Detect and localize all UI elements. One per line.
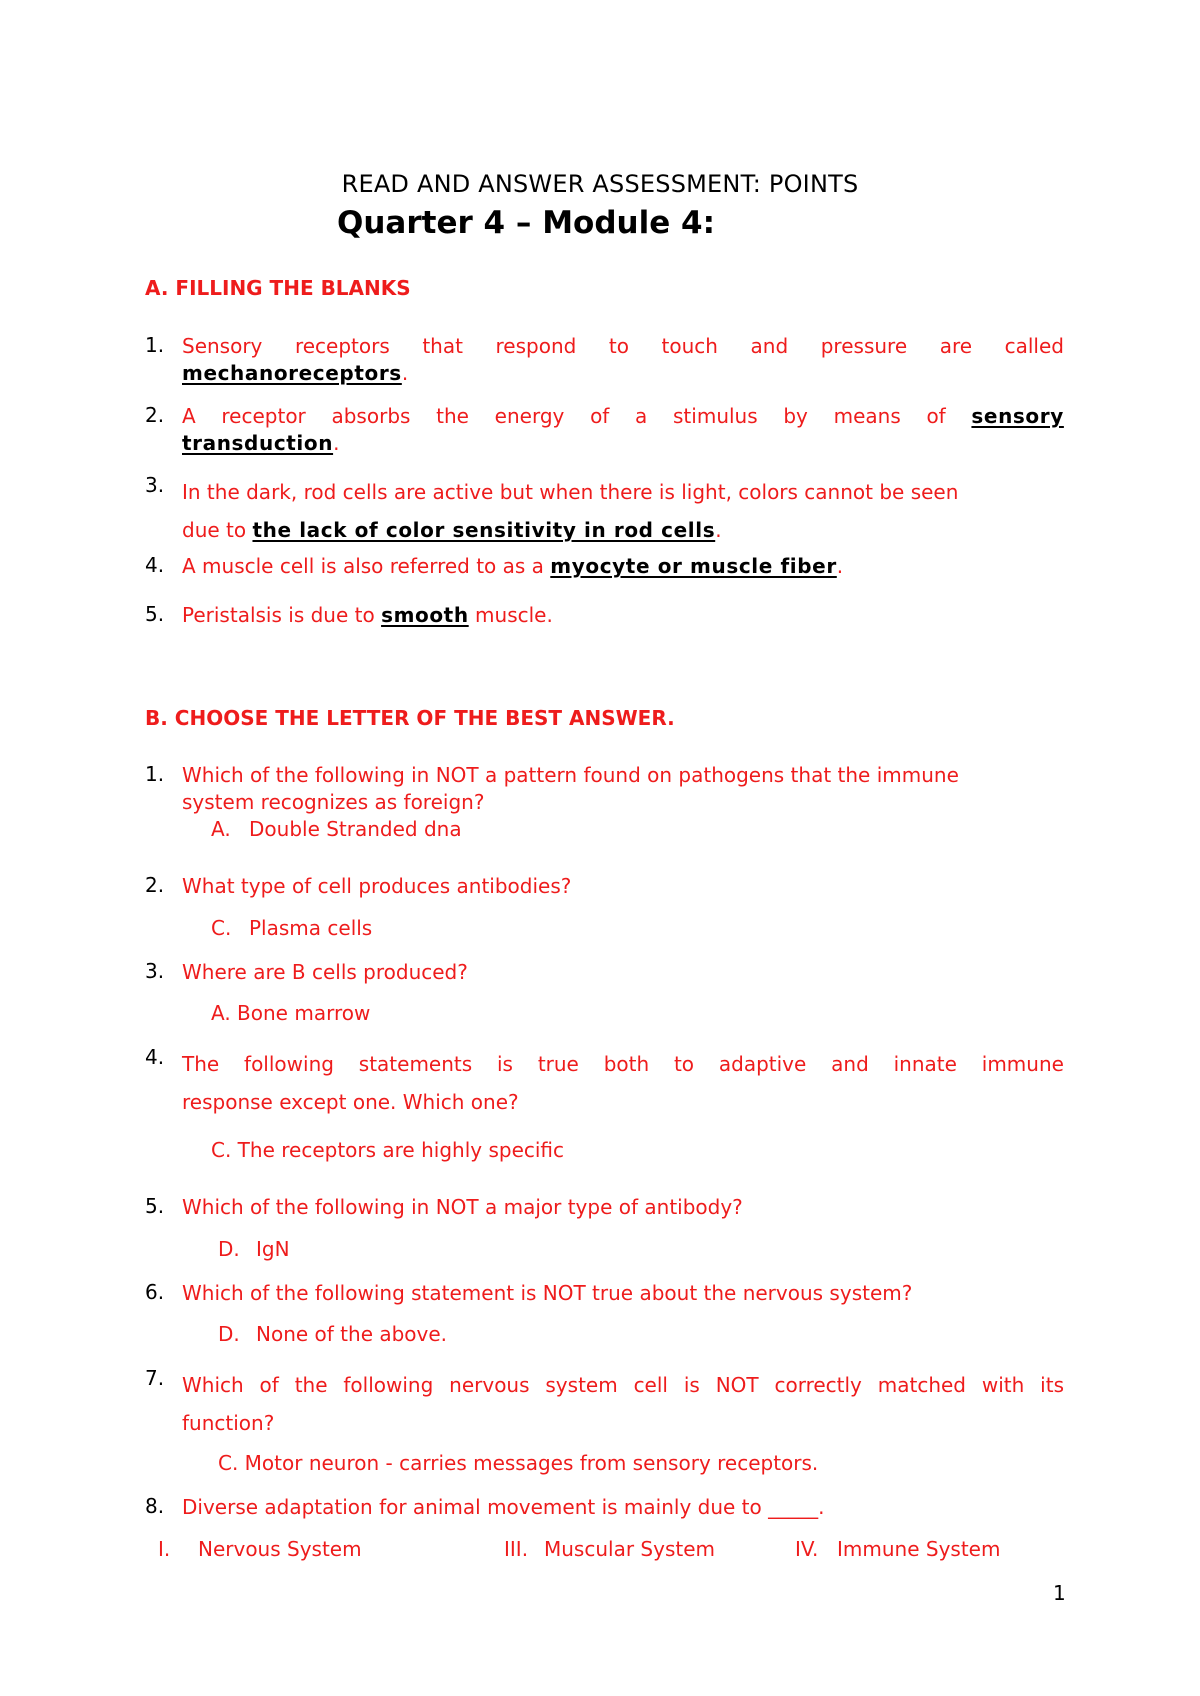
a2-line1-word: a xyxy=(635,404,648,428)
b7-line1-word: with xyxy=(981,1373,1025,1397)
a4-period: . xyxy=(836,554,844,578)
b4-line1-word: and xyxy=(831,1052,869,1076)
b7-line1-word: Which xyxy=(182,1373,244,1397)
b5-answer-text: IgN xyxy=(256,1237,290,1261)
a3-number: 3. xyxy=(145,473,165,497)
b7-line1-word: cell xyxy=(633,1373,668,1397)
a1-line1-word: and xyxy=(750,334,789,358)
b3-question: Where are B cells produced? xyxy=(182,960,468,984)
page-number: 1 xyxy=(1053,1581,1066,1605)
b1-line2: system recognizes as foreign? xyxy=(182,790,485,814)
b7-number: 7. xyxy=(145,1366,165,1390)
a2-answer-part2: transduction xyxy=(182,431,334,455)
b6-question: Which of the following statement is NOT true about the nervous system? xyxy=(182,1281,913,1305)
a5-after: muscle. xyxy=(468,603,553,627)
a5-before: Peristalsis is due to xyxy=(182,603,382,627)
a2-line1-word: energy xyxy=(494,404,565,428)
b2-answer-letter: C. xyxy=(211,916,232,940)
b4-number: 4. xyxy=(145,1045,165,1069)
b1-line1: Which of the following in NOT a pattern found on pathogens that the immune xyxy=(182,763,959,787)
b8-option-3 xyxy=(795,1537,1000,1561)
b4-line1 xyxy=(182,1045,1064,1083)
b5-answer-letter: D. xyxy=(218,1237,240,1261)
b4-line1-word: both xyxy=(603,1052,650,1076)
b7-line1-word: of xyxy=(259,1373,279,1397)
a1-number: 1. xyxy=(145,333,165,357)
b1-question xyxy=(182,762,1064,816)
b7-line1-word: the xyxy=(294,1373,328,1397)
a2-question xyxy=(182,403,1064,457)
section-a-heading: A. FILLING THE BLANKS xyxy=(145,276,411,300)
a3-line1: In the dark, rod cells are active but when there is light, colors cannot be seen xyxy=(182,480,959,504)
b4-line1-word: to xyxy=(673,1052,695,1076)
b7-question xyxy=(182,1366,1064,1442)
b1-number: 1. xyxy=(145,762,165,786)
b6-answer-letter: D. xyxy=(218,1322,240,1346)
b8-number: 8. xyxy=(145,1494,165,1518)
b1-answer-text: Double Stranded dna xyxy=(249,817,462,841)
a2-line1-word: stimulus xyxy=(673,404,758,428)
b7-answer: C. Motor neuron - carries messages from sensory receptors. xyxy=(218,1451,819,1475)
b8-option-3-text: Immune System xyxy=(837,1537,1001,1561)
a1-line2 xyxy=(182,360,1064,387)
a4-question xyxy=(182,553,1064,580)
b7-line1-word: nervous xyxy=(449,1373,530,1397)
b3-number: 3. xyxy=(145,959,165,983)
b2-answer-text: Plasma cells xyxy=(249,916,373,940)
b7-line1-word: correctly xyxy=(774,1373,862,1397)
b7-line2: function? xyxy=(182,1411,275,1435)
a4-answer: myocyte or muscle fiber xyxy=(550,554,837,578)
a1-line1-word: pressure xyxy=(820,334,908,358)
b8-option-3-numeral: IV. xyxy=(795,1537,819,1561)
a1-line1-word: receptors xyxy=(294,334,390,358)
a5-question xyxy=(182,602,1064,629)
b4-line2: response except one. Which one? xyxy=(182,1090,519,1114)
a2-line1-word: receptor xyxy=(221,404,306,428)
a2-answer-part1: sensory xyxy=(971,404,1064,428)
a1-line1-word: that xyxy=(422,334,463,358)
a4-number: 4. xyxy=(145,553,165,577)
page-subtitle: Quarter 4 – Module 4: xyxy=(337,205,716,241)
a2-period: . xyxy=(333,431,340,455)
b4-line1-word: following xyxy=(244,1052,334,1076)
b7-line1-word: NOT xyxy=(715,1373,759,1397)
b6-number: 6. xyxy=(145,1280,165,1304)
b8-option-1-numeral: I. xyxy=(158,1537,171,1561)
b7-line1-word: its xyxy=(1040,1373,1064,1397)
b4-line1-word: The xyxy=(182,1052,220,1076)
a1-line1-word: Sensory xyxy=(182,334,263,358)
b8-option-1 xyxy=(158,1537,362,1561)
a2-line1-word: by xyxy=(783,404,808,428)
a1-period: . xyxy=(401,361,409,385)
a1-line1-word: touch xyxy=(661,334,718,358)
a2-number: 2. xyxy=(145,403,165,427)
b4-line1-word: statements xyxy=(358,1052,473,1076)
a2-line2 xyxy=(182,430,1064,457)
b8-option-2-numeral: III. xyxy=(504,1537,529,1561)
a3-before: due to xyxy=(182,518,253,542)
a5-number: 5. xyxy=(145,602,165,626)
a3-question xyxy=(182,473,1064,549)
b3-answer: A. Bone marrow xyxy=(211,1001,371,1025)
b1-answer xyxy=(211,817,462,841)
b7-line1-word: system xyxy=(545,1373,618,1397)
a3-line2 xyxy=(182,511,1064,549)
b4-question xyxy=(182,1045,1064,1121)
a3-answer: the lack of color sensitivity in rod cells xyxy=(252,518,716,542)
b5-question: Which of the following in NOT a major type of antibody? xyxy=(182,1195,743,1219)
a1-question xyxy=(182,333,1064,387)
a2-line1 xyxy=(182,403,1064,430)
b6-answer-text: None of the above. xyxy=(256,1322,448,1346)
a1-line1 xyxy=(182,333,1064,360)
a2-line1-word: of xyxy=(926,404,946,428)
b4-answer: C. The receptors are highly specific xyxy=(211,1138,565,1162)
b5-number: 5. xyxy=(145,1194,165,1218)
a2-line1-word: absorbs xyxy=(331,404,411,428)
b7-line1-word: is xyxy=(683,1373,700,1397)
a1-answer: mechanoreceptors xyxy=(182,361,402,385)
page-title: READ AND ANSWER ASSESSMENT: POINTS xyxy=(341,170,859,198)
a1-line1-word: to xyxy=(608,334,629,358)
a4-before: A muscle cell is also referred to as a xyxy=(182,554,551,578)
a1-line1-word: are xyxy=(939,334,973,358)
b4-line1-word: innate xyxy=(893,1052,957,1076)
b4-line1-word: is xyxy=(497,1052,513,1076)
b7-line1-word: matched xyxy=(877,1373,967,1397)
a1-line1-word: called xyxy=(1004,334,1064,358)
b2-answer xyxy=(211,916,372,940)
b7-line1 xyxy=(182,1366,1064,1404)
b1-answer-letter: A. xyxy=(211,817,231,841)
b8-option-2-text: Muscular System xyxy=(544,1537,715,1561)
a2-line1-word: the xyxy=(436,404,469,428)
a2-line1-word: of xyxy=(590,404,610,428)
a1-line1-word: respond xyxy=(495,334,577,358)
a3-period: . xyxy=(715,518,722,542)
b4-line1-word: adaptive xyxy=(718,1052,807,1076)
b4-line1-word: immune xyxy=(981,1052,1064,1076)
section-b-heading: B. CHOOSE THE LETTER OF THE BEST ANSWER. xyxy=(145,706,675,730)
a2-line1-word: means xyxy=(833,404,901,428)
b6-answer xyxy=(218,1322,447,1346)
b8-option-2 xyxy=(504,1537,715,1561)
b8-question: Diverse adaptation for animal movement is mainly due to _____. xyxy=(182,1495,825,1519)
b4-line1-word: true xyxy=(537,1052,579,1076)
a2-line1-word: A xyxy=(182,404,196,428)
b5-answer xyxy=(218,1237,290,1261)
b2-number: 2. xyxy=(145,873,165,897)
a5-answer: smooth xyxy=(381,603,469,627)
b8-option-1-text: Nervous System xyxy=(198,1537,362,1561)
b2-question: What type of cell produces antibodies? xyxy=(182,874,572,898)
b7-line1-word: following xyxy=(343,1373,434,1397)
